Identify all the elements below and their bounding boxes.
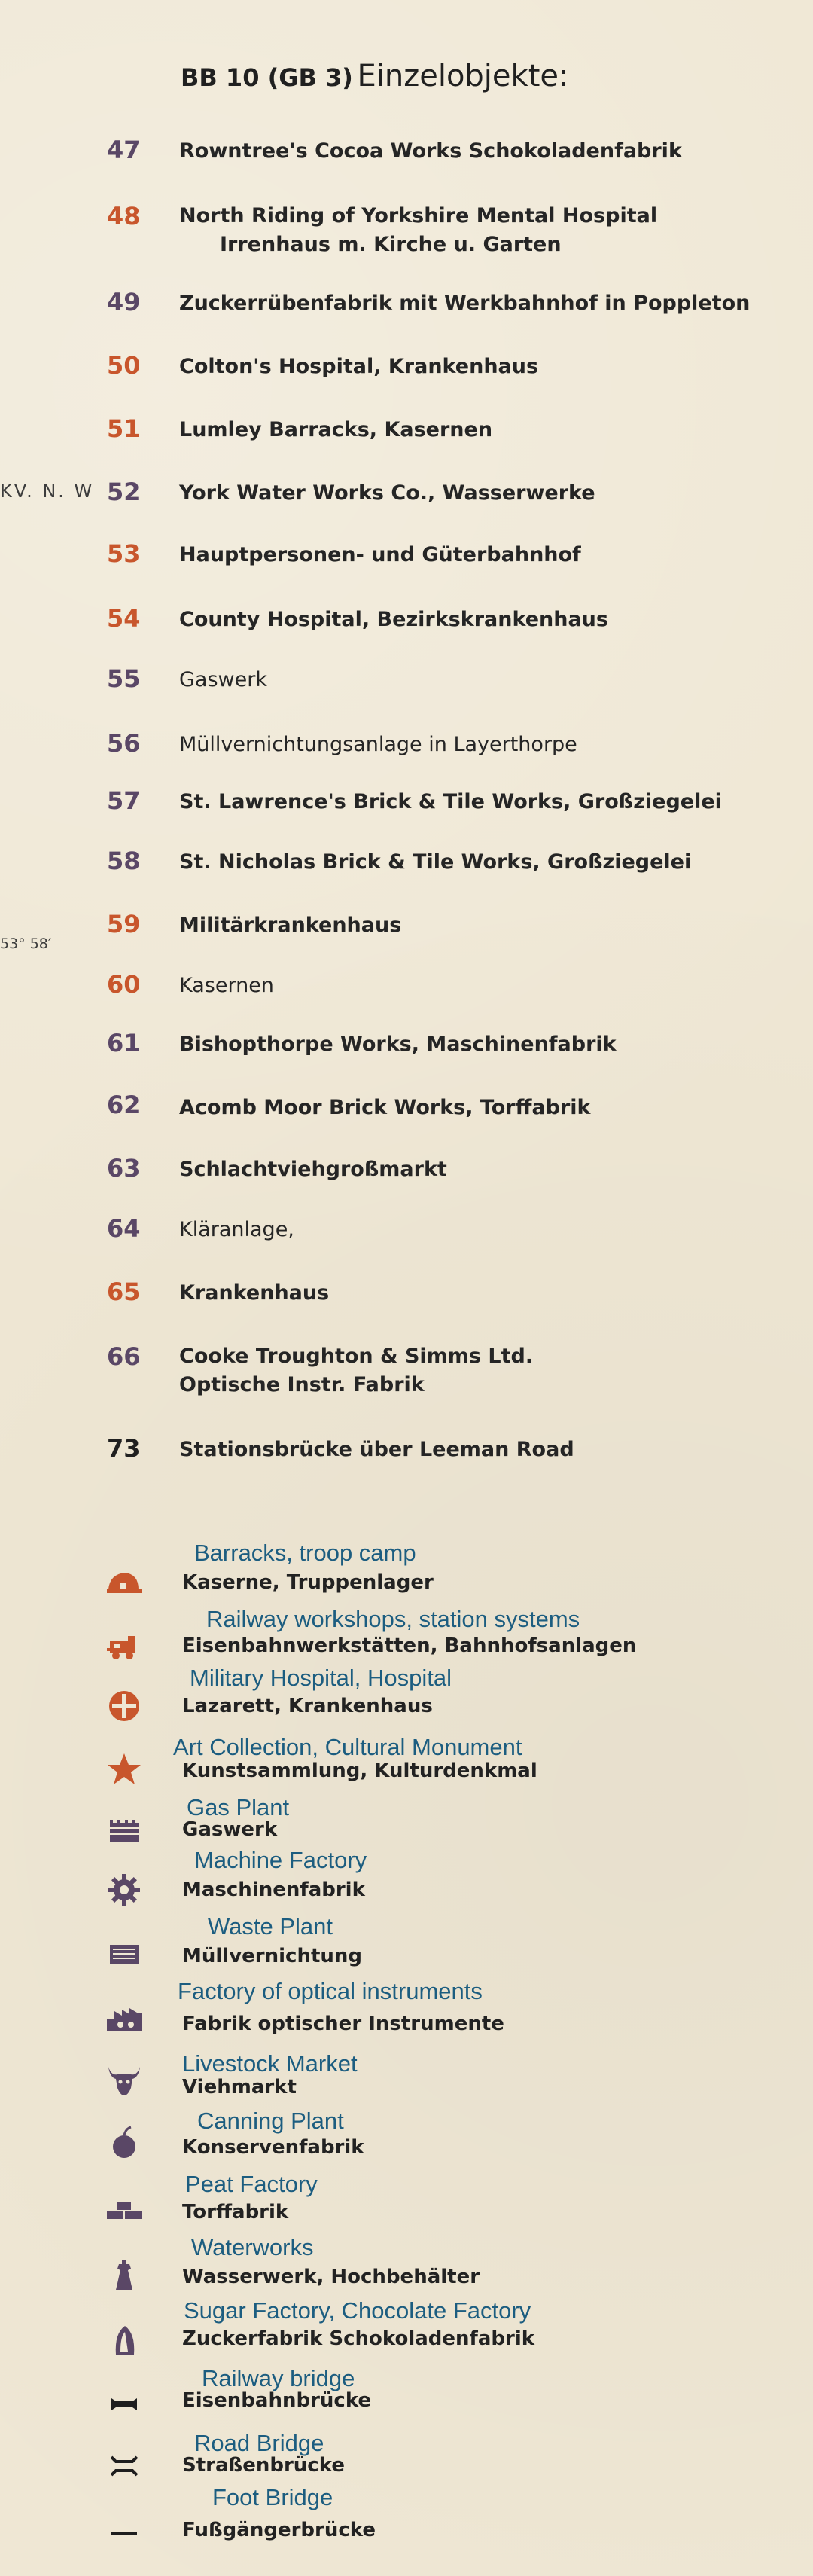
bull-head-icon <box>105 2061 143 2098</box>
legend-english: Machine Factory <box>194 1847 367 1873</box>
object-description: Lumley Barracks, Kasernen <box>179 418 493 441</box>
legend-german: Eisenbahnbrücke <box>182 2389 372 2412</box>
gear-icon <box>105 1871 143 1909</box>
legend-german: Viehmarkt <box>182 2076 297 2098</box>
legend-german: Wasserwerk, Hochbehälter <box>182 2266 480 2288</box>
object-description-line1: Cooke Troughton & Simms Ltd. <box>179 1344 534 1368</box>
object-description: County Hospital, Bezirkskrankenhaus <box>179 608 608 631</box>
legend-english: Barracks, troop camp <box>194 1540 416 1566</box>
legend-german: Lazarett, Krankenhaus <box>182 1695 433 1717</box>
object-number: 64 <box>107 1214 141 1243</box>
object-number: 73 <box>107 1434 141 1463</box>
legend-item <box>0 2107 813 2168</box>
object-description: Krankenhaus <box>179 1281 330 1305</box>
legend-item <box>0 2050 813 2111</box>
object-description-line2: Optische Instr. Fabrik <box>179 1373 425 1396</box>
legend-english: Railway workshops, station systems <box>206 1606 580 1632</box>
legend-english: Foot Bridge <box>212 2484 333 2510</box>
object-description: Stationsbrücke über Leeman Road <box>179 1438 574 1461</box>
waste-plant-icon <box>105 1936 143 1973</box>
object-description: Müllvernichtungsanlage in Layerthorpe <box>179 733 577 756</box>
legend-german: Torffabrik <box>182 2201 289 2223</box>
apple-icon <box>105 2124 143 2162</box>
object-description: St. Lawrence's Brick & Tile Works, Großziegelei <box>179 790 722 813</box>
object-number: 51 <box>107 414 141 443</box>
object-number: 49 <box>107 288 141 316</box>
legend-english: Peat Factory <box>185 2171 318 2197</box>
legend-english: Waste Plant <box>208 1913 333 1940</box>
sugar-loaf-icon <box>105 2321 143 2359</box>
object-number: 63 <box>107 1154 141 1183</box>
foot-bridge-icon <box>105 2514 143 2552</box>
legend-english: Road Bridge <box>194 2430 324 2456</box>
title-prefix: BB 10 (GB 3) <box>181 63 353 92</box>
legend-item <box>0 1913 813 1973</box>
object-description <box>179 1342 533 1399</box>
legend-item <box>0 2484 813 2544</box>
object-number: 58 <box>107 847 141 875</box>
locomotive-icon <box>105 1628 143 1666</box>
object-number: 50 <box>107 351 141 380</box>
legend-german: Zuckerfabrik Schokoladenfabrik <box>182 2327 535 2350</box>
object-description: Colton's Hospital, Krankenhaus <box>179 355 539 378</box>
object-description <box>179 202 657 259</box>
legend-german: Konservenfabrik <box>182 2136 364 2159</box>
water-tower-icon <box>105 2257 143 2294</box>
legend-german: Müllvernichtung <box>182 1945 363 1967</box>
legend-german: Eisenbahnwerkstätten, Bahnhofsanlagen <box>182 1634 637 1657</box>
legend-item <box>0 1540 813 1600</box>
legend-german: Fabrik optischer Instrumente <box>182 2013 504 2035</box>
legend-german: Kaserne, Truppenlager <box>182 1571 434 1594</box>
object-description: Kasernen <box>179 974 274 997</box>
railway-bridge-icon <box>105 2385 143 2422</box>
object-description: Zuckerrübenfabrik mit Werkbahnhof in Poppleton <box>179 291 751 315</box>
object-number: 48 <box>107 202 141 230</box>
legend-english: Canning Plant <box>197 2107 344 2134</box>
legend-german: Maschinenfabrik <box>182 1879 365 1901</box>
barracks-icon <box>105 1564 143 1601</box>
title-main: Einzelobjekte: <box>357 59 569 93</box>
legend-english: Factory of optical instruments <box>178 1978 483 2004</box>
object-description: Militärkrankenhaus <box>179 914 402 937</box>
legend-item <box>0 1734 813 1794</box>
legend-item <box>0 2171 813 2231</box>
object-number: 55 <box>107 664 141 693</box>
legend-german: Kunstsammlung, Kulturdenkmal <box>182 1760 537 1782</box>
legend-item <box>0 1606 813 1666</box>
legend-item <box>0 1847 813 1907</box>
object-description: Rowntree's Cocoa Works Schokoladenfabrik <box>179 139 682 163</box>
gas-plant-icon <box>105 1812 143 1850</box>
legend-item <box>0 1794 813 1854</box>
legend-german: Fußgängerbrücke <box>182 2519 376 2541</box>
legend-english: Waterworks <box>191 2234 314 2260</box>
object-number: 52 <box>107 478 141 506</box>
legend-english: Railway bridge <box>202 2365 355 2391</box>
margin-sheet-ref: KV. N. W <box>0 481 95 502</box>
bricks-icon <box>105 2189 143 2227</box>
legend-item <box>0 2365 813 2425</box>
legend-english: Art Collection, Cultural Monument <box>173 1734 522 1760</box>
object-description: Kläranlage, <box>179 1218 294 1241</box>
legend-item <box>0 1978 813 2038</box>
margin-coordinate: 53° 58′ <box>0 935 52 952</box>
legend-german: Gaswerk <box>182 1818 278 1841</box>
star-icon <box>105 1750 143 1788</box>
legend-item <box>0 2430 813 2490</box>
legend-german: Straßenbrücke <box>182 2454 345 2477</box>
object-number: 66 <box>107 1342 141 1371</box>
legend-english: Gas Plant <box>187 1794 290 1821</box>
object-number: 59 <box>107 910 141 939</box>
legend-english: Sugar Factory, Chocolate Factory <box>184 2297 531 2324</box>
legend-item <box>0 2297 813 2358</box>
object-number: 61 <box>107 1029 141 1058</box>
legend-english: Livestock Market <box>182 2050 358 2077</box>
object-number: 57 <box>107 786 141 815</box>
object-number: 53 <box>107 539 141 568</box>
object-number: 54 <box>107 604 141 633</box>
hospital-cross-icon <box>105 1687 143 1725</box>
page-title <box>181 59 568 93</box>
legend-english: Military Hospital, Hospital <box>190 1665 452 1691</box>
object-number: 62 <box>107 1091 141 1119</box>
legend-item <box>0 1665 813 1725</box>
legend-item <box>0 2234 813 2294</box>
object-description: York Water Works Co., Wasserwerke <box>179 481 595 505</box>
object-description: Hauptpersonen- und Güterbahnhof <box>179 543 581 566</box>
object-description: St. Nicholas Brick & Tile Works, Großziegelei <box>179 850 692 874</box>
object-number: 56 <box>107 729 141 758</box>
optics-factory-icon <box>105 2001 143 2038</box>
object-description: Acomb Moor Brick Works, Torffabrik <box>179 1096 591 1119</box>
object-number: 47 <box>107 136 141 164</box>
object-number: 60 <box>107 970 141 999</box>
object-description: Gaswerk <box>179 668 267 691</box>
road-bridge-icon <box>105 2446 143 2484</box>
object-description-line2: Irrenhaus m. Kirche u. Garten <box>220 233 562 256</box>
object-description-line1: North Riding of Yorkshire Mental Hospital <box>179 204 658 227</box>
object-description: Bishopthorpe Works, Maschinenfabrik <box>179 1033 617 1056</box>
object-number: 65 <box>107 1277 141 1306</box>
object-description: Schlachtviehgroßmarkt <box>179 1158 447 1181</box>
